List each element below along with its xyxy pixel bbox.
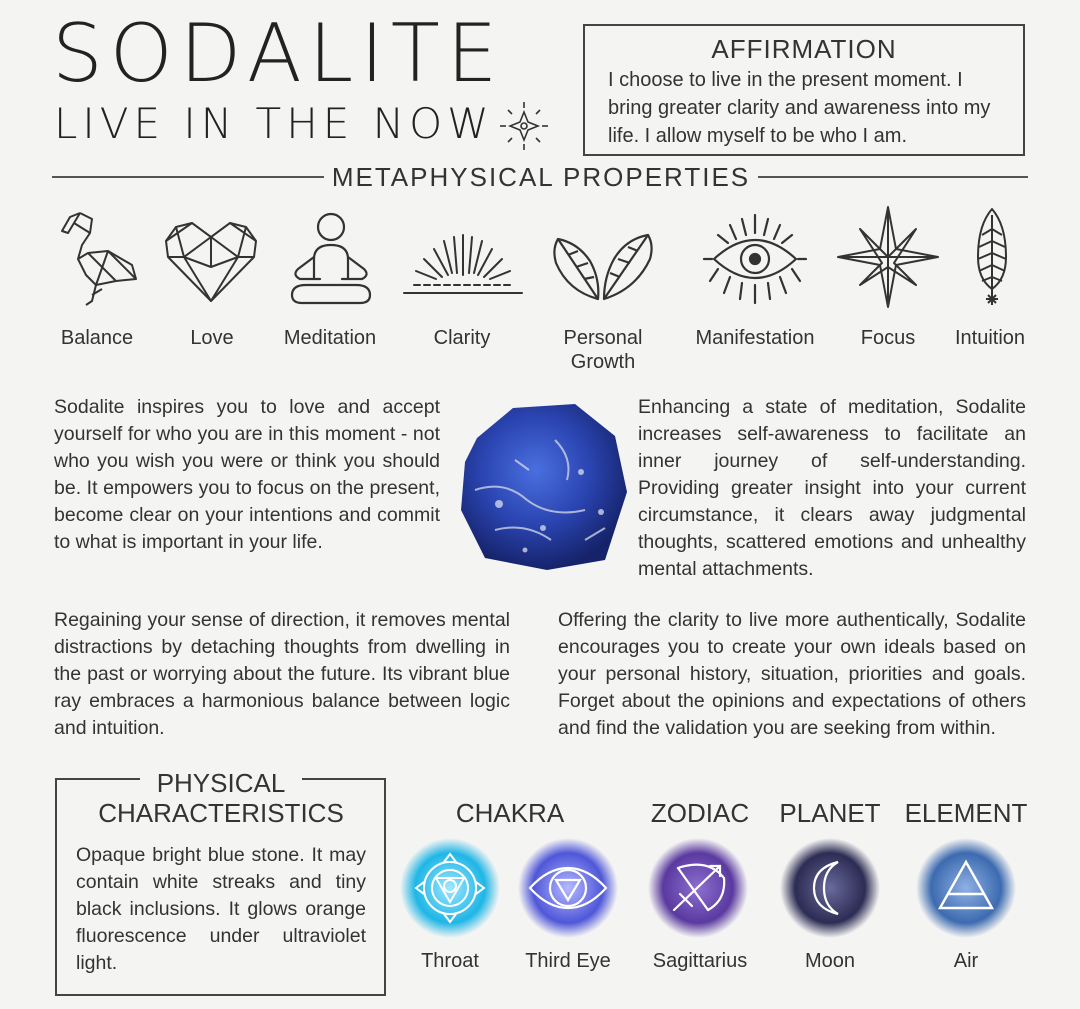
description-paragraph-4: Offering the clarity to live more authentically, Sodalite encourages you to create your own ideals based on your personal history, situation, priorities and goals. Forget about the opinions and expectations of others and find the validation you are seeking from within. [558,609,1026,739]
compass-star-icon [836,205,940,310]
header-planet: PLANET [779,798,881,828]
third-eye-chakra-icon [518,838,618,938]
leaves-icon [548,205,658,310]
moon-icon [780,838,880,938]
property-label-manifestation: Manifestation [695,327,815,349]
description-paragraph-2: Enhancing a state of meditation, Sodalite increases self-awareness to facilitate an inner journey of self-understanding. Providing greater insight into your current circumstance, it clears away judgmental thoughts, scattered emotions and unhealthy mental attachments. [638,396,1026,580]
page-title: SODALITE [52,7,505,100]
page-subtitle: LIVE IN THE NOW [54,99,494,148]
rising-sun-icon [402,205,524,310]
property-label-intuition: Intuition [954,327,1026,349]
meditating-person-icon [284,205,378,310]
header-chakra: CHAKRA [455,798,565,828]
divider-right [758,176,1028,178]
attribute-label-throat: Throat [421,950,479,972]
air-element-icon [916,838,1016,938]
attribute-label-sagittarius: Sagittarius [652,950,748,972]
sagittarius-icon [648,838,748,938]
geometric-heart-icon [162,205,260,310]
section-title-metaphysical: METAPHYSICAL PROPERTIES [331,162,751,192]
header-element: ELEMENT [904,798,1028,828]
property-label-focus: Focus [860,327,916,349]
throat-chakra-icon [400,838,500,938]
description-paragraph-1: Sodalite inspires you to love and accept yourself for who you are in this moment - not who you wish you were or think you should be. It empowers you to focus on the present, become clear on your intentions and commit to what is important in your life. [54,396,440,553]
attribute-label-third-eye: Third Eye [525,950,611,972]
description-paragraph-3: Regaining your sense of direction, it removes mental distractions by detaching thoughts from dwelling in the past or worrying about the future. Its vibrant blue ray embraces a harmonious balance between logic and intuition. [54,609,510,739]
affirmation-title: AFFIRMATION [711,34,897,64]
divider-left [52,176,324,178]
property-label-meditation: Meditation [283,327,377,349]
eye-icon [700,205,810,310]
property-label-balance: Balance [60,327,134,349]
attribute-label-air: Air [953,950,979,972]
property-label-clarity: Clarity [433,327,491,349]
attribute-label-moon: Moon [804,950,856,972]
flamingo-icon [52,205,142,310]
sparkle-icon [498,100,550,152]
property-label-love: Love [190,327,234,349]
physical-description: Opaque bright blue stone. It may contain white streaks and tiny black inclusions. It glows orange fluorescence under ultraviolet light. [76,844,366,974]
property-label-personal-growth: Personal Growth [563,327,643,373]
section-title-physical: PHYSICAL CHARACTERISTICS [98,768,344,828]
header-zodiac: ZODIAC [650,798,750,828]
affirmation-text: I choose to live in the present moment. I bring greater clarity and awareness into my life. I allow myself to be who I am. [608,69,991,147]
feather-icon [966,205,1018,310]
sodalite-stone-image [455,400,630,575]
